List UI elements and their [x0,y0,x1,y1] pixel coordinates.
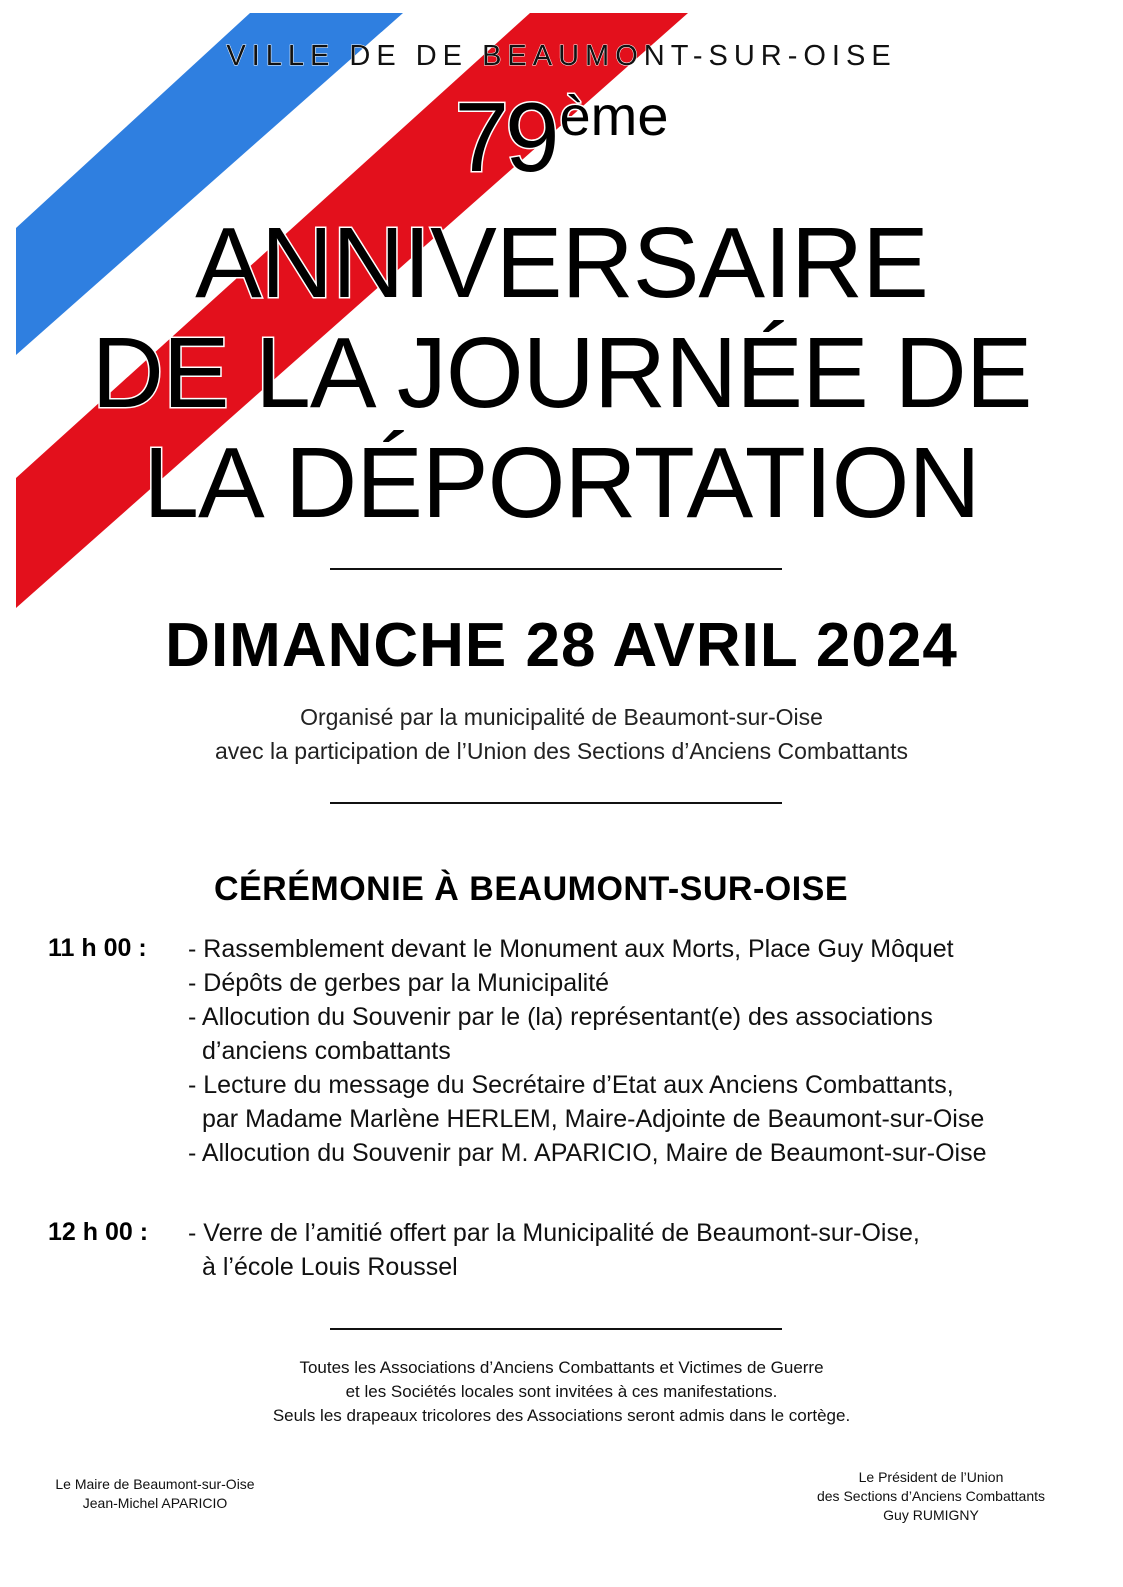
schedule-time: 12 h 00 : [48,1218,149,1246]
organizers-line: Organisé par la municipalité de Beaumont-sur-Oise [300,704,823,730]
footer-note [0,1356,1123,1428]
ceremony-title: CÉRÉMONIE À BEAUMONT-SUR-OISE [213,870,849,908]
schedule-item-continuation: par Madame Marlène HERLEM, Maire-Adjointe de Beaumont-sur-Oise [202,1105,985,1133]
footer-note-line: Seuls les drapeaux tricolores des Associations seront admis dans le cortège. [272,1406,851,1425]
schedule-item: - Allocution du Souvenir par le (la) représentant(e) des associations [188,1003,933,1031]
schedule-time: 11 h 00 : [48,934,147,962]
schedule-item-continuation: à l’école Louis Roussel [202,1253,458,1281]
signature-line: des Sections d’Anciens Combattants [816,1488,1045,1504]
schedule-item: - Lecture du message du Secrétaire d’Etat aux Anciens Combattants, [188,1071,954,1099]
footer-note-line: et les Sociétés locales sont invitées à ces manifestations. [345,1382,778,1401]
anniversary-number [0,82,1123,192]
headline-line: DE LA JOURNÉE DE [91,317,1032,429]
divider [330,802,782,804]
signature-president [800,1468,1062,1525]
organizers [0,700,1123,768]
anniversary-number-value: 79 [454,82,556,192]
town-name: VILLE DE DE BEAUMONT-SUR-OISE [226,40,897,72]
headline-line: ANNIVERSAIRE [195,207,928,319]
headline [0,208,1123,538]
schedule-item-list [188,1216,920,1284]
headline-line: LA DÉPORTATION [143,427,980,539]
schedule-item: - Dépôts de gerbes par la Municipalité [188,969,610,997]
signature-line: Jean-Michel APARICIO [82,1495,228,1511]
footer-note-line: Toutes les Associations d’Anciens Combattants et Victimes de Guerre [299,1358,824,1377]
schedule-item: - Verre de l’amitié offert par la Municipalité de Beaumont-sur-Oise, [188,1219,920,1247]
schedule-item-list [188,932,987,1170]
schedule-item: - Allocution du Souvenir par M. APARICIO, Maire de Beaumont-sur-Oise [188,1139,987,1167]
divider [330,568,782,570]
signature-line: Le Président de l’Union [858,1469,1004,1485]
schedule-item-continuation: d’anciens combattants [202,1037,451,1065]
organizers-line: avec la participation de l’Union des Sections d’Anciens Combattants [215,738,908,764]
schedule-item: - Rassemblement devant le Monument aux Morts, Place Guy Môquet [188,935,954,963]
event-date: DIMANCHE 28 AVRIL 2024 [165,611,958,680]
divider [330,1328,782,1330]
anniversary-suffix: ème [559,84,669,147]
signature-line: Le Maire de Beaumont-sur-Oise [55,1476,255,1492]
signature-mayor [40,1475,270,1513]
signature-line: Guy RUMIGNY [883,1507,979,1523]
